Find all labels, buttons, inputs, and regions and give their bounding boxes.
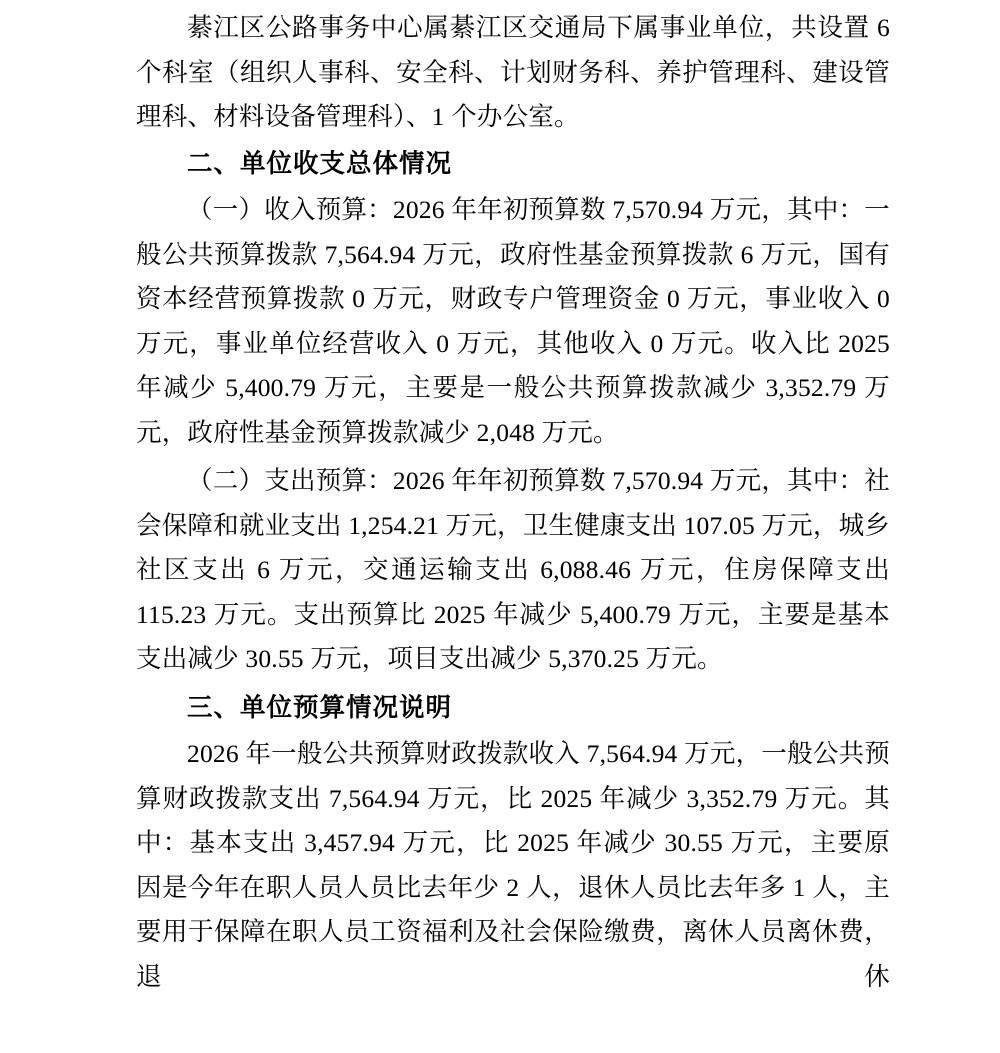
paragraph-budget-explanation: 2026 年一般公共预算财政拨款收入 7,564.94 万元，一般公共预算财政拨款支出 7,564.94 万元，比 2025 年减少 3,352.79 万元。其中：基本支出 3,457.94 万元，比 2025 年减少 30.55 万元，主要原因是今年在职人员人员比去年少 2 人，退休人员比去年多 1 人，主要用于保障在职人员工资福利及社会保险缴费，离休人员离休费，退休 bbox=[136, 739, 890, 991]
heading-section-two: 二、单位收支总体情况 bbox=[187, 149, 453, 178]
heading-section-three: 三、单位预算情况说明 bbox=[187, 693, 453, 722]
paragraph-revenue-budget: （一）收入预算：2026 年年初预算数 7,570.94 万元，其中：一般公共预算拨款 7,564.94 万元，政府性基金预算拨款 6 万元，国有资本经营预算拨款 0 万元，财政专户管理资金 0 万元，事业收入 0 万元，事业单位经营收入 0 万元，其他收入 0 万元。收入比 2025 年减少 5,400.79 万元，主要是一般公共预算拨款减少 3,352.79 万元，政府性基金预算拨款减少 2,048 万元。 bbox=[136, 195, 890, 447]
paragraph-org-structure: 綦江区公路事务中心属綦江区交通局下属事业单位，共设置 6 个科室（组织人事科、安全科、计划财务科、养护管理科、建设管理科、材料设备管理科）、1 个办公室。 bbox=[136, 13, 890, 131]
paragraph-expenditure-budget: （二）支出预算：2026 年年初预算数 7,570.94 万元，其中：社会保障和就业支出 1,254.21 万元，卫生健康支出 107.05 万元，城乡社区支出 6 万元，交通运输支出 6,088.46 万元，住房保障支出 115.23 万元。支出预算比 2025 年减少 5,400.79 万元，主要是基本支出减少 30.55 万元，项目支出减少 5,370.25 万元。 bbox=[136, 466, 890, 673]
